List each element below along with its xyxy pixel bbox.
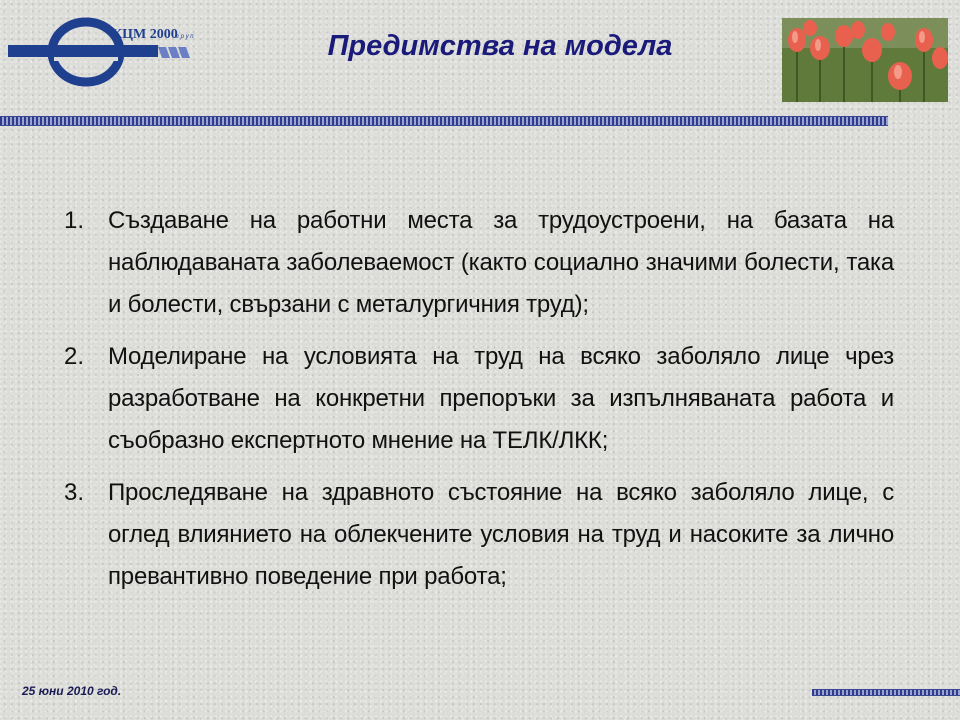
logo-globe-icon: [8, 12, 208, 92]
tulips-photo: [782, 18, 948, 102]
company-logo: [8, 12, 208, 92]
list-item-text: Създаване на работни места за трудоустроени, на базата на наблюдаваната заболеваемост (както социално значими болести, така и болести, свързани с металургичния труд);: [108, 207, 894, 318]
list-item: [64, 200, 894, 326]
footer-divider: [812, 689, 960, 696]
advantages-list: [64, 200, 894, 608]
list-item-text: Проследяване на здравното състояние на всяко заболяло лице, с оглед влиянието на облекчените условия на труд и насоките за лично превантивно поведение при работа;: [108, 479, 894, 590]
page-title: Предимства на модела: [327, 30, 673, 62]
logo-text: КЦМ 2000: [112, 27, 178, 42]
tulips-photo-icon: [782, 18, 948, 102]
list-item: [64, 472, 894, 598]
header-divider: [0, 116, 888, 126]
list-item-number: 1.: [64, 207, 85, 234]
list-item-text: Моделиране на условията на труд на всяко заболяло лице чрез разработване на конкретни препоръки за изпълняваната работа и съобразно експертното мнение на ТЕЛК/ЛКК;: [108, 343, 894, 454]
logo-subtext: г р у п: [176, 34, 194, 40]
list-item: [64, 336, 894, 462]
footer-date: 25 юни 2010 год.: [22, 684, 122, 698]
list-item-number: 2.: [64, 343, 85, 370]
list-item-number: 3.: [64, 479, 85, 506]
